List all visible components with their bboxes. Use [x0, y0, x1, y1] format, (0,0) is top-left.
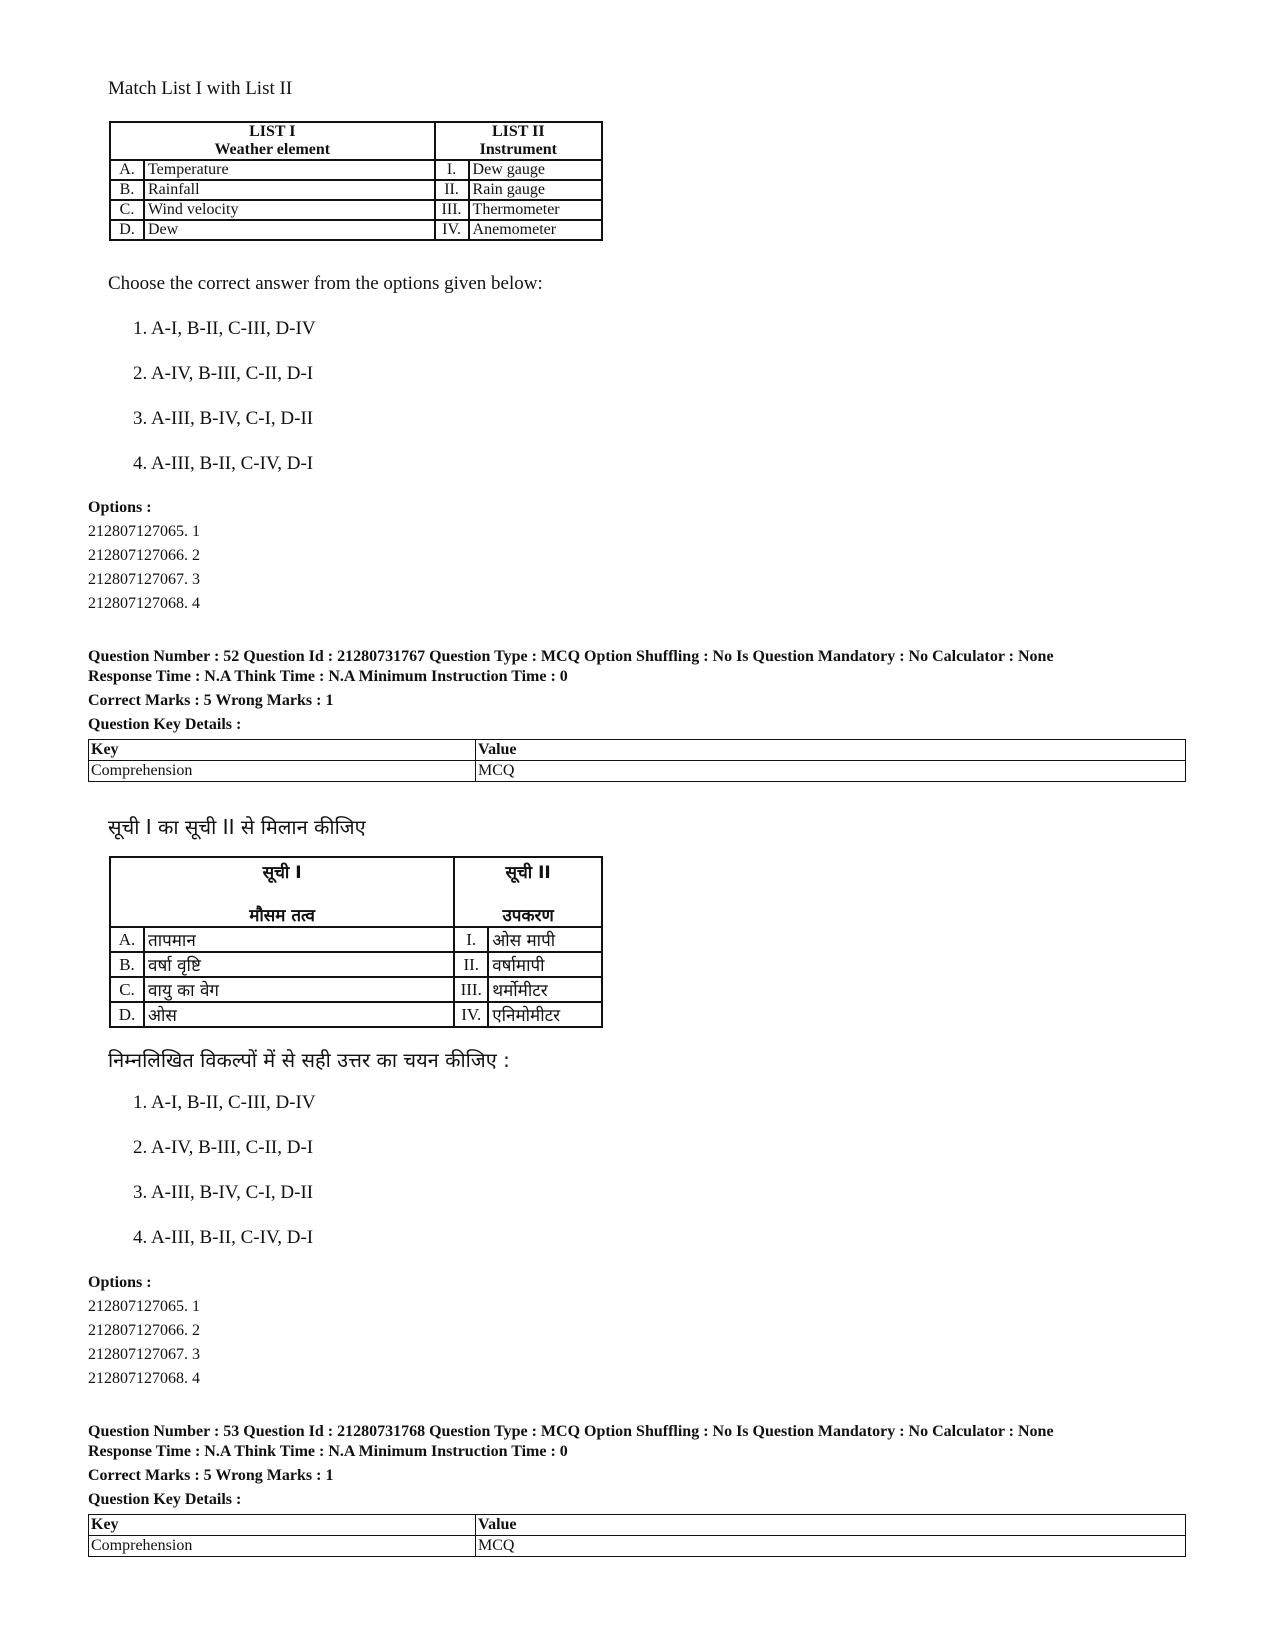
choice-3: 3. A-III, B-IV, C-I, D-II — [133, 408, 314, 429]
list1-header: LIST I Weather element — [110, 122, 435, 160]
choice-1: 1. A-I, B-II, C-III, D-IV — [133, 1092, 316, 1113]
choice-4: 4. A-III, B-II, C-IV, D-I — [133, 1227, 314, 1248]
question-meta: Question Number : 52 Question Id : 21280731767 Question Type : MCQ Option Shuffling : No Is Question Mandatory : No Calculator : None — [88, 648, 1054, 665]
option-item: 212807127068. 4 — [88, 1370, 200, 1387]
table-row: D. ओस IV. एनिमोमीटर — [110, 1002, 602, 1027]
option-item: 212807127065. 1 — [88, 523, 200, 540]
key-table: Key Value Comprehension MCQ — [88, 739, 1186, 782]
key-details-label: Question Key Details : — [88, 1491, 242, 1508]
choice-3: 3. A-III, B-IV, C-I, D-II — [133, 1182, 314, 1203]
table-row: C. वायु का वेग III. थर्मोमीटर — [110, 977, 602, 1002]
table-row: D. Dew IV. Anemometer — [110, 220, 602, 240]
question-meta-2: Response Time : N.A Think Time : N.A Minimum Instruction Time : 0 — [88, 668, 568, 685]
list1-header: सूची I मौसम तत्व — [110, 857, 454, 927]
match-table — [109, 121, 603, 241]
question-intro: Match List I with List II — [108, 78, 293, 99]
key-details-label: Question Key Details : — [88, 716, 242, 733]
marks-line: Correct Marks : 5 Wrong Marks : 1 — [88, 692, 334, 709]
choice-1: 1. A-I, B-II, C-III, D-IV — [133, 318, 316, 339]
question-intro: सूची I का सूची II से मिलान कीजिए — [108, 815, 366, 839]
table-row: A. तापमान I. ओस मापी — [110, 927, 602, 952]
list2-header: LIST II Instrument — [435, 122, 602, 160]
choice-4: 4. A-III, B-II, C-IV, D-I — [133, 453, 314, 474]
question-prompt: निम्नलिखित विकल्पों में से सही उत्तर का चयन कीजिए : — [108, 1048, 510, 1072]
option-item: 212807127067. 3 — [88, 571, 200, 588]
table-row: C. Wind velocity III. Thermometer — [110, 200, 602, 220]
option-item: 212807127066. 2 — [88, 547, 200, 564]
question-meta-2: Response Time : N.A Think Time : N.A Minimum Instruction Time : 0 — [88, 1443, 568, 1460]
list2-header: सूची II उपकरण — [454, 857, 602, 927]
options-label: Options : — [88, 499, 152, 516]
option-item: 212807127067. 3 — [88, 1346, 200, 1363]
table-row: A. Temperature I. Dew gauge — [110, 160, 602, 180]
question-meta: Question Number : 53 Question Id : 21280731768 Question Type : MCQ Option Shuffling : No Is Question Mandatory : No Calculator : None — [88, 1423, 1054, 1440]
choice-2: 2. A-IV, B-III, C-II, D-I — [133, 363, 314, 384]
marks-line: Correct Marks : 5 Wrong Marks : 1 — [88, 1467, 334, 1484]
key-table: Key Value Comprehension MCQ — [88, 1514, 1186, 1557]
question-prompt: Choose the correct answer from the options given below: — [108, 273, 543, 294]
match-table — [109, 856, 603, 1028]
table-row: B. वर्षा वृष्टि II. वर्षामापी — [110, 952, 602, 977]
option-item: 212807127065. 1 — [88, 1298, 200, 1315]
option-item: 212807127066. 2 — [88, 1322, 200, 1339]
table-row: B. Rainfall II. Rain gauge — [110, 180, 602, 200]
options-label: Options : — [88, 1274, 152, 1291]
option-item: 212807127068. 4 — [88, 595, 200, 612]
choice-2: 2. A-IV, B-III, C-II, D-I — [133, 1137, 314, 1158]
